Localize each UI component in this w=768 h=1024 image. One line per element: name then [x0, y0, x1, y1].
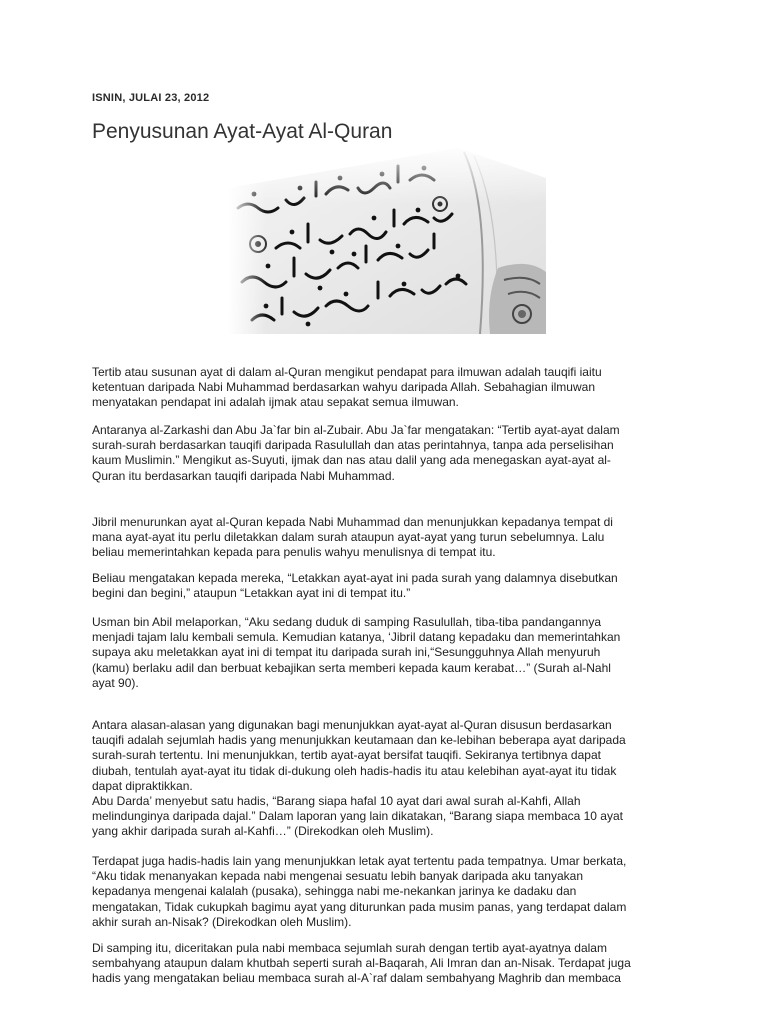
text-line: supaya aku meletakkan ayat ini di tempat itu daripada surah ini,“Sesungguhnya Allah menyuruh [92, 645, 601, 660]
text-line: kaum Muslimin.” Mengikut as-Suyuti, ijmak dan nas atau dalil yang ada menegaskan ayat-ayat al- [92, 453, 611, 468]
text-line: ketentuan daripada Nabi Muhammad berdasarkan wahyu daripada Allah. Sebahagian ilmuwan [92, 380, 595, 395]
text-line: ayat 90). [92, 675, 139, 690]
text-line: tauqifi adalah sejumlah hadis yang menunjukkan keutamaan dan ke-lebihan beberapa ayat daripada [92, 733, 626, 748]
paragraph-7 [92, 854, 672, 930]
paragraph-6 [92, 718, 672, 840]
text-line: yang akhir daripada surah al-Kahfi…” (Direkodkan oleh Muslim). [92, 824, 434, 839]
text-line: akhir surah an-Nisak? (Direkodkan oleh Muslim). [92, 914, 352, 929]
text-line: Usman bin Abil melaporkan, “Aku sedang duduk di samping Rasulullah, tiba-tiba pandangannya [92, 615, 601, 629]
text-line: Antaranya al-Zarkashi dan Abu Ja`far bin al-Zubair. Abu Ja`far mengatakan: “Tertib ayat-ayat dalam [92, 423, 620, 437]
text-line: menjadi tajam lalu kembali semula. Kemudian katanya, ‘Jibril datang kepadaku dan memerintahkan [92, 630, 621, 645]
text-line: “Aku tidak menanyakan kepada nabi mengenai sesuatu lebih banyak daripada aku tanyakan [92, 869, 584, 884]
paragraph-1 [92, 365, 672, 411]
text-line: Jibril menurunkan ayat al-Quran kepada Nabi Muhammad dan menunjukkan kepadanya tempat di [92, 515, 613, 529]
text-line: surah-surah berdasarkan tauqifi daripada Rasulullah dan atas perintahnya, tanpa ada perselisihan [92, 438, 614, 453]
text-line: sembahyang ataupun dalam khutbah seperti surah al-Baqarah, Ali Imran dan an-Nisak. Terdapat juga [92, 956, 631, 971]
text-line: Beliau mengatakan kepada mereka, “Letakkan ayat-ayat ini pada surah yang dalamnya disebutkan [92, 571, 618, 585]
post-title: Penyusunan Ayat-Ayat Al-Quran [92, 120, 393, 143]
paragraph-2 [92, 423, 672, 484]
paragraph-4 [92, 571, 672, 601]
text-line: melindunginya daripada dajal.” Dalam laporan yang lain dikatakan, “Barang siapa membaca 10 ayat [92, 809, 623, 824]
text-line: kepadanya mengenai kalalah (pusaka), sehingga nabi me-nekankan jarinya ke dadaku dan [92, 884, 577, 899]
text-line: surah-surah tertentu. Ini menunjukkan, tertib ayat-ayat bersifat tauqifi. Sekiranya tertibnya dapat [92, 748, 601, 763]
text-line: Di samping itu, diceritakan pula nabi membaca sejumlah surah dengan tertib ayat-ayatnya dalam [92, 941, 607, 955]
text-line: mana ayat-ayat itu perlu diletakkan dalam surah ataupun ayat-ayat yang turun sebelumnya. Lalu [92, 530, 605, 545]
text-line: begini dan begini,” ataupun “Letakkan ayat ini di tempat itu.” [92, 586, 411, 601]
text-line: Terdapat juga hadis-hadis lain yang menunjukkan letak ayat tertentu pada tempatnya. Umar berkata, [92, 854, 627, 868]
text-line: Antara alasan-alasan yang digunakan bagi menunjukkan ayat-ayat al-Quran disusun berdasarkan [92, 718, 612, 732]
text-line: (kamu) berlaku adil dan berbuat kebajikan serta memberi kepada kaum kerabat…” (Surah al-Nahl [92, 660, 611, 675]
text-line: diubah, tentulah ayat-ayat itu tidak di-dukung oleh hadis-hadis itu atau kelebihan ayat-ayat itu tidak [92, 763, 617, 778]
text-line: dapat dipraktikkan. [92, 778, 193, 793]
text-line: mengatakan, Tidak cukupkah bagimu ayat yang diturunkan pada musim panas, yang terdapat dalam [92, 899, 627, 914]
text-line: Quran itu berdasarkan tauqifi daripada Nabi Muhammad. [92, 468, 395, 483]
paragraph-5 [92, 615, 672, 691]
text-line: Tertib atau susunan ayat di dalam al-Quran mengikut pendapat para ilmuwan adalah tauqifi iaitu [92, 365, 602, 379]
text-line: menyatakan pendapat ini adalah ijmak atau sepakat semua ilmuwan. [92, 395, 459, 410]
paragraph-3 [92, 515, 672, 561]
post-date: ISNIN, JULAI 23, 2012 [92, 92, 210, 104]
quran-page-photo-icon [228, 148, 546, 334]
text-line: Abu Darda’ menyebut satu hadis, “Barang siapa hafal 10 ayat dari awal surah al-Kahfi, Allah [92, 794, 581, 809]
text-line: beliau memerintahkan kepada para penulis wahyu menulisnya di tempat itu. [92, 545, 496, 560]
text-line: hadis yang mengatakan beliau membaca surah al-A`raf dalam sembahyang Maghrib dan membaca [92, 971, 621, 986]
paragraph-8 [92, 941, 672, 987]
